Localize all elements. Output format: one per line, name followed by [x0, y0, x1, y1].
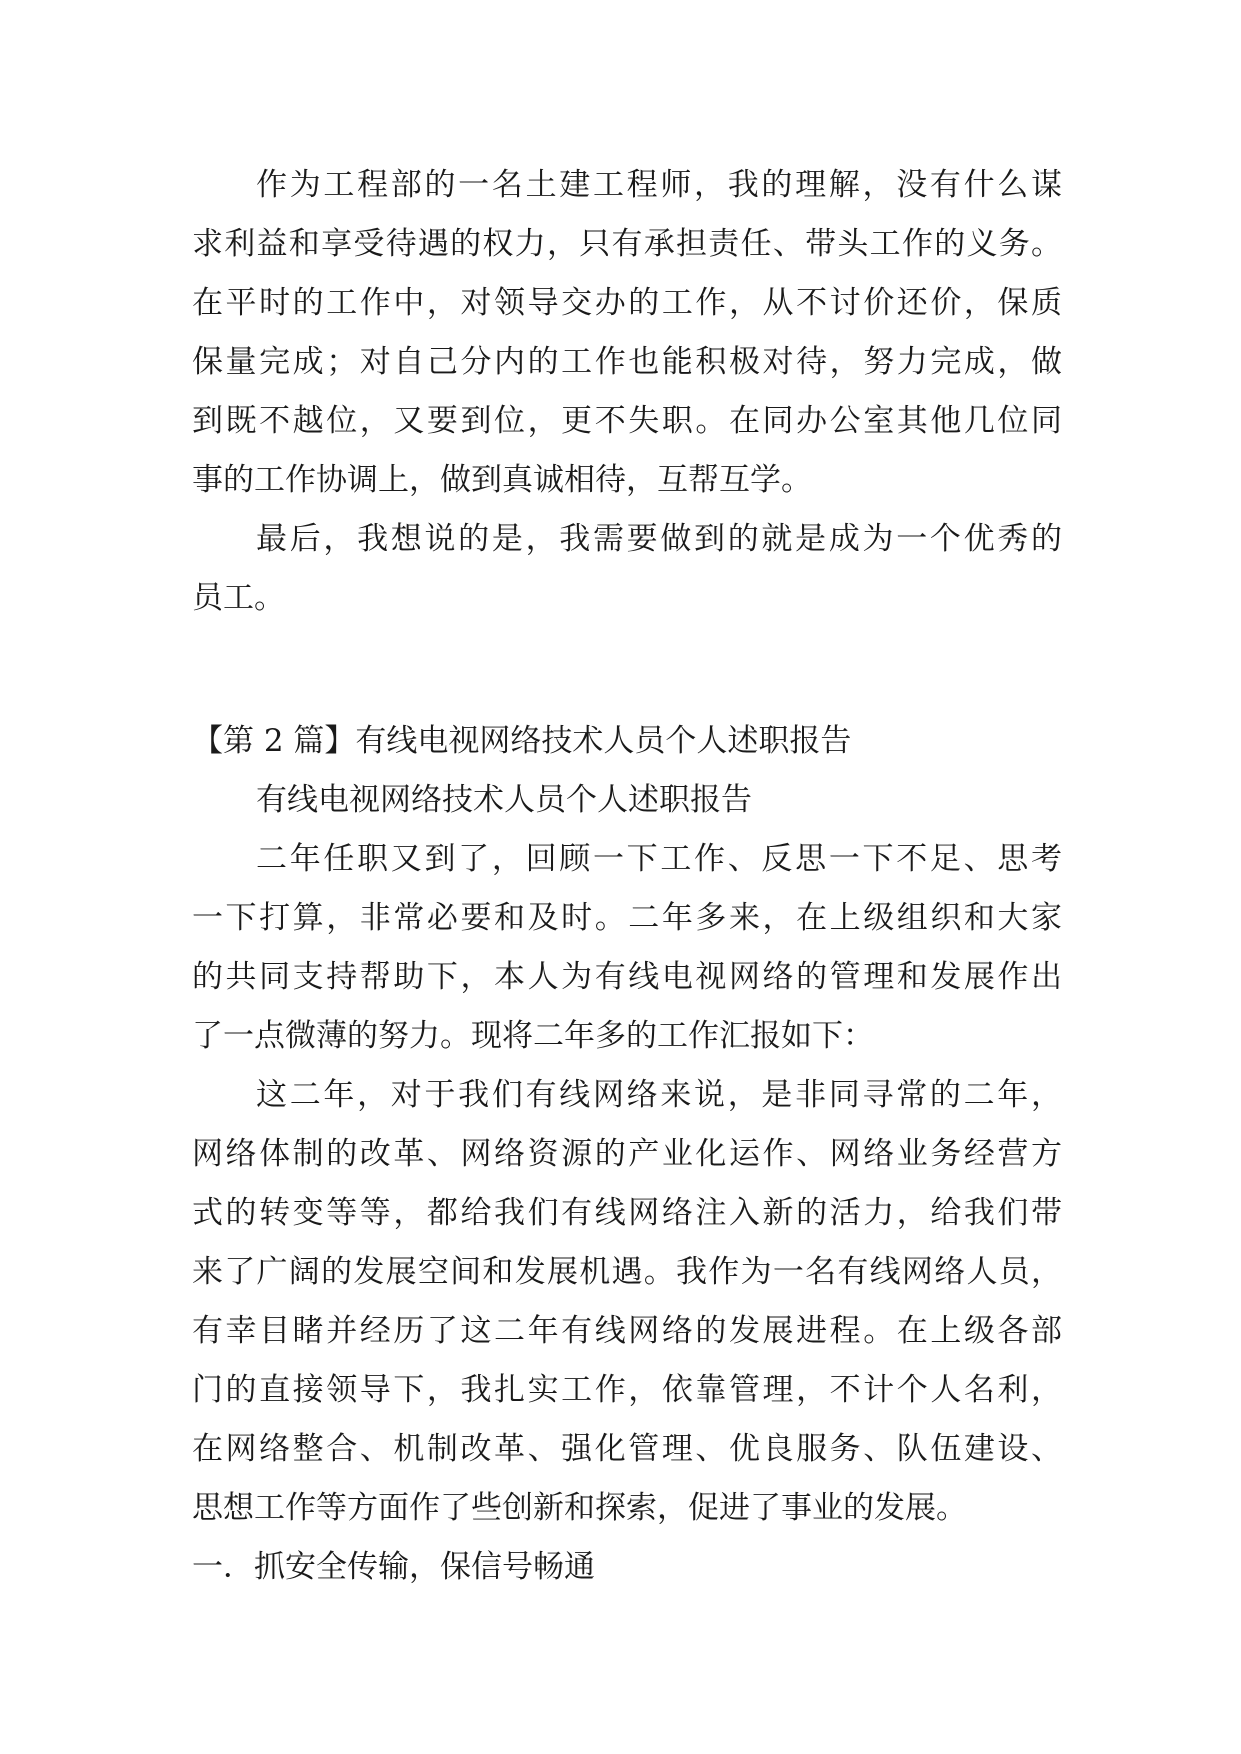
text-line: 一下打算，非常必要和及时。二年多来，在上级组织和大家 — [192, 900, 1062, 936]
text-line: 来了广阔的发展空间和发展机遇。我作为一名有线网络人员， — [192, 1254, 1062, 1290]
text-line: 事的工作协调上，做到真诚相待，互帮互学。 — [192, 462, 812, 498]
text-line: 这二年，对于我们有线网络来说，是非同寻常的二年， — [256, 1077, 1062, 1113]
text-line: 有幸目睹并经历了这二年有线网络的发展进程。在上级各部 — [192, 1313, 1062, 1349]
section-heading: 【第 2 篇】有线电视网络技术人员个人述职报告 — [192, 723, 852, 759]
text-line: 式的转变等等，都给我们有线网络注入新的活力，给我们带 — [192, 1195, 1062, 1231]
paragraph — [192, 510, 1062, 628]
text-line: 的共同支持帮助下，本人为有线电视网络的管理和发展作出 — [192, 959, 1062, 995]
text-line: 最后，我想说的是，我需要做到的就是成为一个优秀的 — [256, 521, 1062, 557]
document-body — [192, 156, 1062, 1597]
text-line: 门的直接领导下，我扎实工作，依靠管理，不计个人名利， — [192, 1372, 1062, 1408]
text-line: 在网络整合、机制改革、强化管理、优良服务、队伍建设、 — [192, 1431, 1062, 1467]
text-line: 网络体制的改革、网络资源的产业化运作、网络业务经营方 — [192, 1136, 1062, 1172]
text-line: 作为工程部的一名土建工程师，我的理解，没有什么谋 — [256, 167, 1062, 203]
text-line: 二年任职又到了，回顾一下工作、反思一下不足、思考 — [256, 841, 1062, 877]
list-item-heading: 一．抓安全传输，保信号畅通 — [192, 1549, 595, 1585]
text-line: 到既不越位，又要到位，更不失职。在同办公室其他几位同 — [192, 403, 1062, 439]
text-line: 了一点微薄的努力。现将二年多的工作汇报如下： — [192, 1018, 874, 1054]
paragraph — [192, 156, 1062, 510]
section-spacer — [192, 628, 1062, 712]
text-line: 员工。 — [192, 580, 285, 616]
document-title: 有线电视网络技术人员个人述职报告 — [256, 782, 752, 818]
text-line: 求利益和享受待遇的权力，只有承担责任、带头工作的义务。 — [192, 226, 1062, 262]
paragraph — [192, 830, 1062, 1066]
text-line: 保量完成；对自己分内的工作也能积极对待，努力完成，做 — [192, 344, 1062, 380]
paragraph — [192, 1066, 1062, 1538]
text-line: 思想工作等方面作了些创新和探索，促进了事业的发展。 — [192, 1490, 967, 1526]
text-line: 在平时的工作中，对领导交办的工作，从不讨价还价，保质 — [192, 285, 1062, 321]
